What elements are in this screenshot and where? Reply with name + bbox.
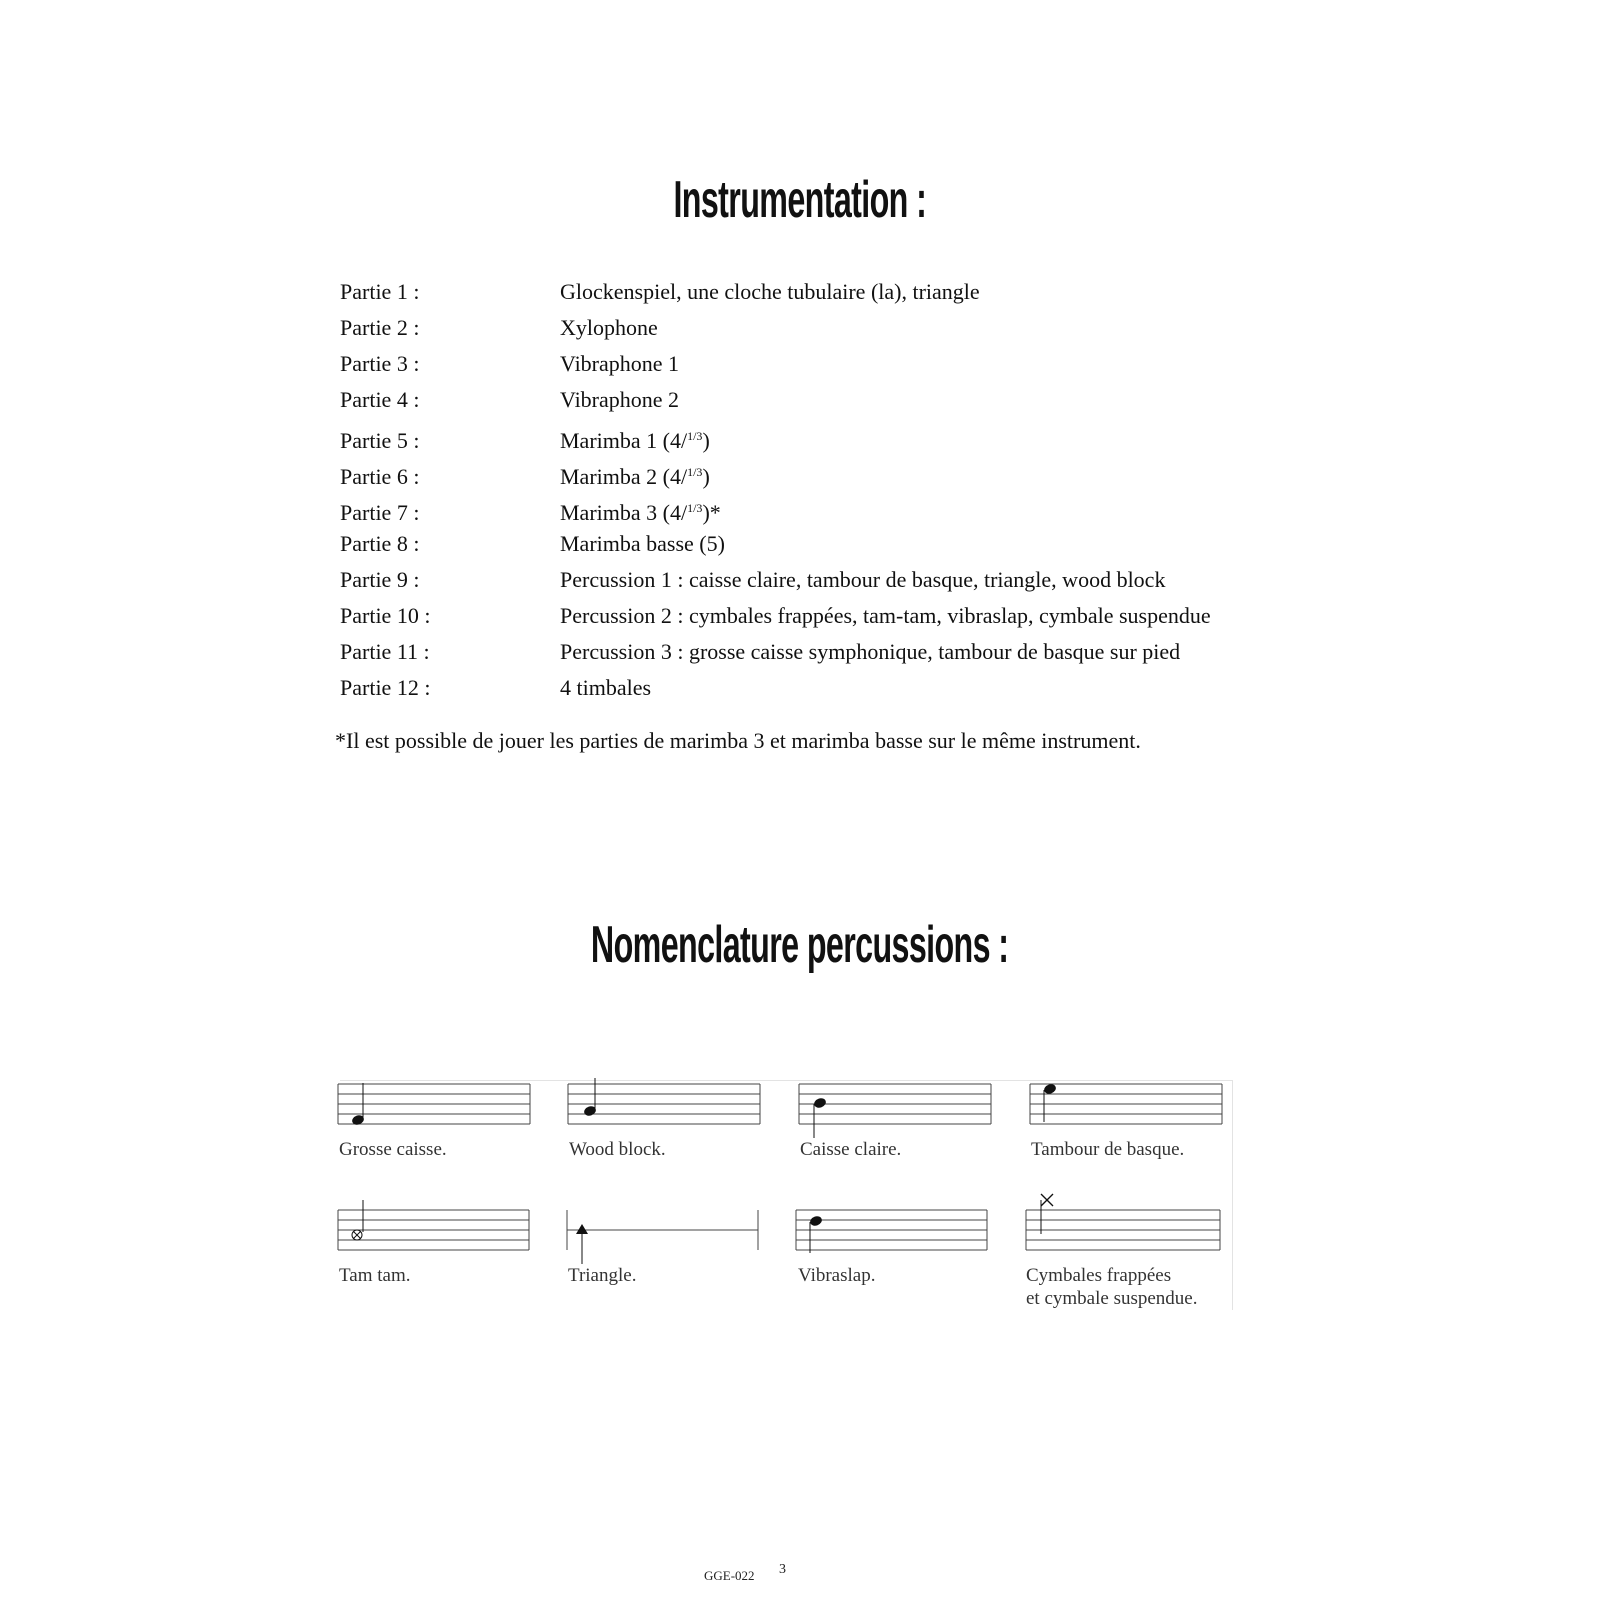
nomenclature-label: Cymbales frappées et cymbale suspendue. [1026, 1265, 1198, 1309]
part-label: Partie 12 : [340, 675, 431, 700]
part-label: Partie 2 : [340, 315, 420, 340]
staff-tam-tam [338, 1200, 529, 1250]
part-label: Partie 4 : [340, 387, 420, 412]
part-label: Partie 9 : [340, 567, 420, 592]
document-code: GGE-022 [704, 1568, 755, 1583]
nomenclature-label: Tambour de basque. [1031, 1139, 1185, 1160]
part-label: Partie 7 : [340, 500, 420, 525]
part-description: 4 timbales [560, 675, 652, 700]
notehead-icon [809, 1215, 823, 1228]
nomenclature-label: Triangle. [568, 1265, 637, 1286]
part-description: Vibraphone 2 [560, 387, 680, 412]
part-label: Partie 1 : [340, 279, 420, 304]
part-label: Partie 10 : [340, 603, 431, 628]
triangle-notehead-icon [576, 1224, 588, 1234]
x-notehead-icon [1041, 1194, 1053, 1206]
staff-wood-block [568, 1078, 760, 1124]
staff-grosse-caisse [338, 1083, 530, 1126]
part-description: Percussion 1 : caisse claire, tambour de basque, triangle, wood block [560, 567, 1166, 592]
part-label: Partie 3 : [340, 351, 420, 376]
part-description: Marimba 1 (4/$^{1/3}$) [560, 428, 710, 453]
circle-x-notehead-icon [352, 1230, 362, 1240]
nomenclature-label: Wood block. [569, 1139, 666, 1160]
part-description: Marimba 3 (4/$^{1/3}$)* [560, 500, 721, 525]
staff-tambour-de-basque [1030, 1083, 1222, 1124]
notehead-icon [813, 1097, 827, 1110]
nomenclature-label: Grosse caisse. [339, 1139, 447, 1160]
page-number: 3 [779, 1562, 786, 1577]
part-description: Marimba 2 (4/$^{1/3}$) [560, 464, 710, 489]
part-description: Percussion 3 : grosse caisse symphonique, tambour de basque sur pied [560, 639, 1181, 664]
staff-cymbales [1026, 1194, 1220, 1250]
part-description: Percussion 2 : cymbales frappées, tam-tam, vibraslap, cymbale suspendue [560, 603, 1211, 628]
instrumentation-heading: Instrumentation : [673, 171, 927, 229]
nomenclature-label: Vibraslap. [798, 1265, 876, 1286]
part-description: Vibraphone 1 [560, 351, 680, 376]
part-label: Partie 5 : [340, 428, 420, 453]
part-label: Partie 11 : [340, 639, 430, 664]
footnote: *Il est possible de jouer les parties de marimba 3 et marimba basse sur le même instrument. [335, 728, 1141, 753]
notehead-icon [1043, 1083, 1057, 1096]
nomenclature-label: Tam tam. [339, 1265, 411, 1286]
nomenclature-label: Caisse claire. [800, 1139, 902, 1160]
part-description: Glockenspiel, une cloche tubulaire (la), triangle [560, 279, 980, 304]
nomenclature-heading: Nomenclature percussions : [591, 916, 1009, 974]
part-description: Xylophone [560, 315, 658, 340]
staff-triangle [567, 1210, 758, 1264]
part-label: Partie 8 : [340, 531, 420, 556]
staff-vibraslap [796, 1210, 987, 1253]
staff-caisse-claire [799, 1084, 991, 1138]
part-description: Marimba basse (5) [560, 531, 725, 556]
part-label: Partie 6 : [340, 464, 420, 489]
